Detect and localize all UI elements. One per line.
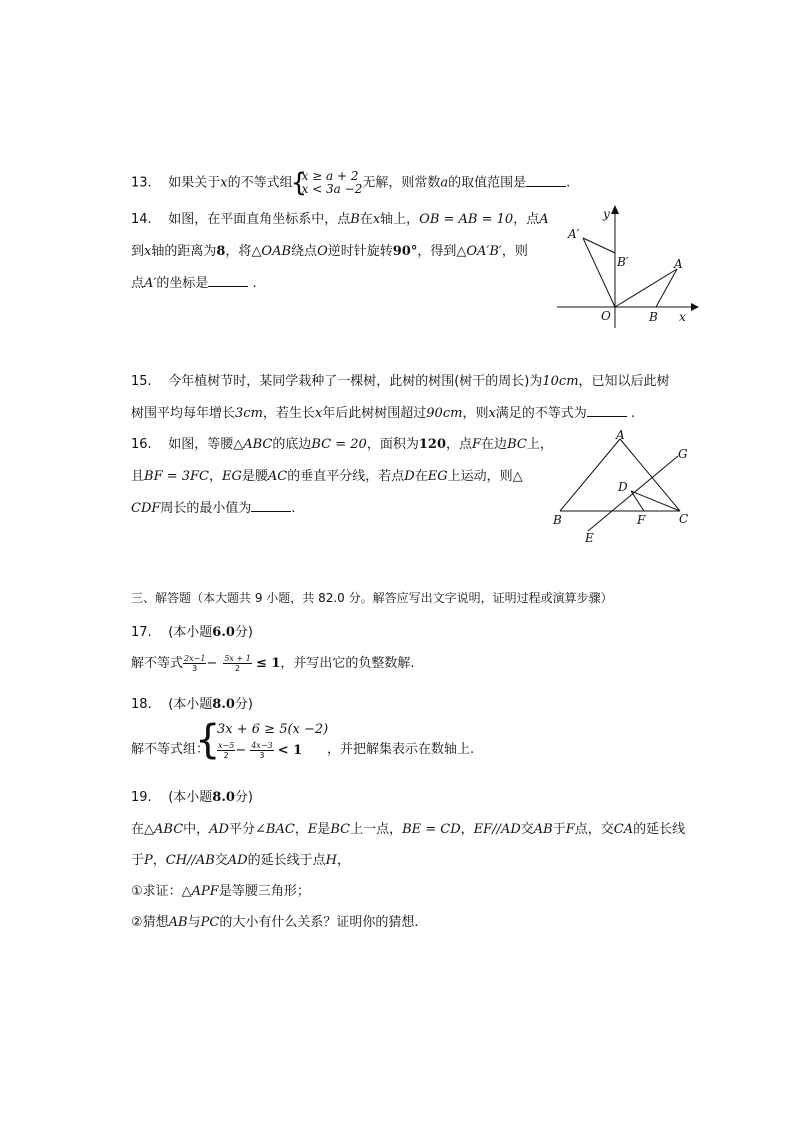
section-3-heading: 三、解答题（本大题共 9 小题，共 82.0 分。解答应写出文字说明，证明过程或演算步骤） — [131, 591, 613, 605]
q18-brace: { — [195, 717, 221, 763]
question-19-line-2: 于P，CH//AB交AD的延长线于点H， — [131, 853, 350, 868]
side-AC — [620, 439, 680, 511]
label-A: A — [674, 257, 683, 271]
segment-A-prime-B-prime — [583, 238, 615, 253]
answer-blank — [587, 404, 627, 417]
question-13: 13. 如果关于x的不等式组 { x ≥ a + 2 x < 3a −2 无解，则常数a的取值范围是 . — [131, 168, 571, 198]
q14-number: 14. — [131, 212, 152, 227]
segment-OA-prime — [583, 238, 615, 307]
fraction: $\frac{5x + 1}{2}$ — [224, 654, 251, 673]
label-B-prime: B′ — [617, 255, 629, 269]
label-F: F — [637, 513, 646, 527]
label-O: O — [601, 309, 611, 323]
question-19-part-2: ②猜想AB与PC的大小有什么关系？证明你的猜想. — [131, 915, 419, 930]
label-x: x — [679, 310, 686, 324]
question-19-part-1: ①求证：△APF是等腰三角形； — [131, 884, 310, 899]
question-16-line-2: 且BF = 3FC，EG是腰AC的垂直平分线，若点D在EG上运动，则△ — [131, 469, 523, 484]
label-E: E — [585, 531, 594, 545]
question-19-header: 19. (本小题8.0分) — [131, 790, 253, 805]
segment-OA — [615, 269, 677, 307]
label-D: D — [618, 480, 628, 494]
segment-DC — [631, 491, 680, 511]
q14-coordinate-figure — [555, 200, 700, 330]
answer-blank — [208, 274, 248, 287]
q16-triangle-figure — [548, 428, 698, 548]
label-B: B — [649, 310, 658, 324]
q18-row-2: $\frac{x-5}{2}$ − $\frac{4x-3}{3}$ < 1 — [218, 741, 303, 760]
q16-number: 16. — [131, 437, 152, 452]
question-14-line-3: 点A′的坐标是 . — [131, 276, 257, 291]
question-14-line-1: 14. 如图，在平面直角坐标系中，点B在x轴上，OB = AB = 10，点A — [131, 212, 549, 227]
q13-inequality-system: { x ≥ a + 2 x < 3a −2 — [290, 168, 363, 198]
question-18-header: 18. (本小题8.0分) — [131, 697, 253, 712]
label-G: G — [678, 447, 688, 461]
question-17-body: 解不等式 $\frac{2x-1}{3}$ − $\frac{5x + 1}{2}$ ≤ 1，并写出它的负整数解. — [131, 654, 415, 673]
question-16-line-1: 16. 如图，等腰△ABC的底边BC = 20，面积为120，点F在边BC上， — [131, 437, 553, 452]
question-16-line-3: CDF周长的最小值为 . — [131, 501, 296, 516]
label-y: y — [603, 207, 610, 221]
q19-number: 19. — [131, 790, 152, 805]
question-15-line-1: 15. 今年植树节时，某同学栽种了一棵树，此树的树围(树干的周长)为10cm，已知以后此树 — [131, 374, 670, 389]
question-15-line-2: 树围平均每年增长3cm，若生长x年后此树树围超过90cm，则x满足的不等式为 . — [131, 406, 636, 421]
y-axis-arrow — [611, 205, 619, 214]
question-17-header: 17. (本小题6.0分) — [131, 625, 253, 640]
label-B: B — [553, 513, 562, 527]
fraction: $\frac{x-5}{2}$ — [218, 741, 235, 760]
answer-blank — [526, 174, 566, 187]
x-axis-arrow — [691, 303, 699, 311]
label-A: A — [616, 428, 625, 442]
q18-number: 18. — [131, 697, 152, 712]
fraction: $\frac{4x-3}{3}$ — [251, 741, 273, 760]
side-AB — [560, 439, 620, 511]
answer-blank — [251, 499, 291, 512]
q13-number: 13. — [131, 175, 152, 191]
question-19-line-1: 在△ABC中，AD平分∠BAC，E是BC上一点，BE = CD，EF//AD交AB于F点，交CA的延长线 — [131, 822, 686, 837]
label-C: C — [679, 512, 689, 526]
label-A-prime: A′ — [568, 227, 580, 241]
q15-number: 15. — [131, 374, 152, 389]
question-14-line-2: 到x轴的距离为8，将△OAB绕点O逆时针旋转90°，得到△OA′B′，则 — [131, 244, 528, 259]
segment-AB — [656, 269, 677, 307]
q17-number: 17. — [131, 625, 152, 640]
fraction: $\frac{2x-1}{3}$ — [184, 654, 206, 673]
